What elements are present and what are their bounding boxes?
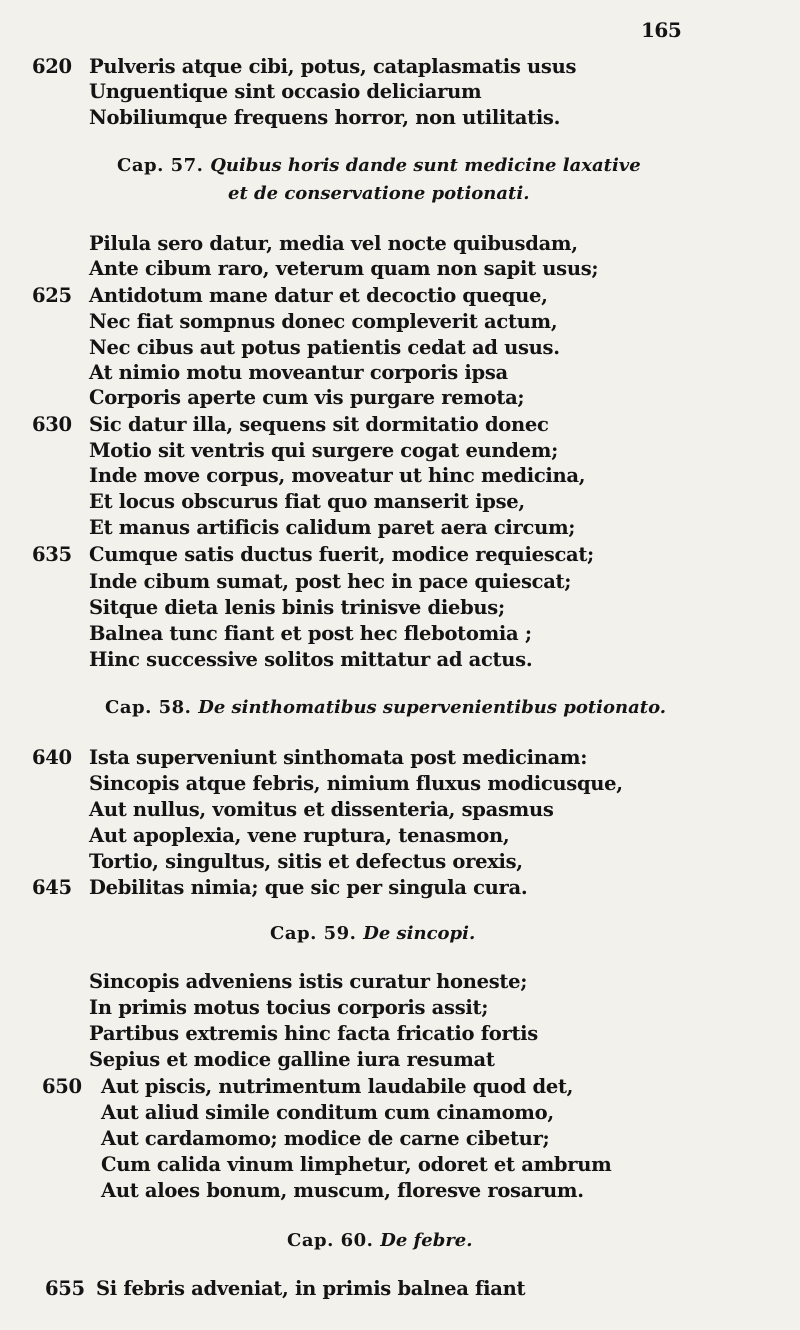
verse-text: Aut piscis, nutrimentum laudabile quod det, (101, 1075, 574, 1098)
line-number: 635 (32, 543, 72, 566)
verse-text: Sic datur illa, sequens sit dormitatio donec (89, 413, 549, 436)
page-number: 165 (641, 18, 682, 42)
line-number: 625 (32, 284, 72, 307)
verse-text: Hinc successive solitos mittatur ad actus. (89, 648, 533, 671)
line-number: 620 (32, 55, 72, 78)
verse-text: Pulveris atque cibi, potus, cataplasmatis usus (89, 55, 577, 78)
chapter-heading (0, 695, 800, 721)
verse-text: Tortio, singultus, sitis et defectus orexis, (89, 850, 523, 873)
verse-text: Cumque satis ductus fuerit, modice requiescat; (89, 543, 594, 566)
verse-text: Balnea tunc fiant et post hec flebotomia ; (89, 622, 532, 645)
verse-text: Cum calida vinum limphetur, odoret et ambrum (101, 1153, 612, 1176)
verse-text: Ante cibum raro, veterum quam non sapit usus; (89, 257, 599, 280)
line-number: 645 (32, 876, 72, 899)
verse-text: Sepius et modice galline iura resumat (89, 1048, 495, 1071)
chapter-heading (0, 153, 800, 179)
verse-text: Et manus artificis calidum paret aera circum; (89, 516, 576, 539)
verse-text: Si febris adveniat, in primis balnea fiant (96, 1277, 526, 1300)
chapter-title: De sinthomatibus supervenientibus potionato. (198, 697, 667, 718)
verse-text: Sincopis adveniens istis curatur honeste; (89, 970, 528, 993)
verse-text: Partibus extremis hinc facta fricatio fortis (89, 1022, 538, 1045)
line-number: 630 (32, 413, 72, 436)
verse-text: In primis motus tocius corporis assit; (89, 996, 489, 1019)
chapter-title: Quibus horis dande sunt medicine laxative (210, 155, 641, 176)
chapter-title: De febre. (380, 1230, 473, 1251)
chapter-label: Cap. 59. (270, 923, 364, 944)
verse-text: Pilula sero datur, media vel nocte quibusdam, (89, 232, 578, 255)
verse-text: At nimio motu moveantur corporis ipsa (89, 361, 508, 384)
verse-text: Unguentique sint occasio deliciarum (89, 80, 482, 103)
chapter-title: De sincopi. (363, 923, 476, 944)
verse-text: Sitque dieta lenis binis trinisve diebus; (89, 596, 505, 619)
verse-text: Inde move corpus, moveatur ut hinc medicina, (89, 464, 586, 487)
line-number: 650 (42, 1075, 82, 1098)
chapter-label: Cap. 60. (287, 1230, 381, 1251)
verse-text: Aut aloes bonum, muscum, floresve rosarum. (101, 1179, 584, 1202)
verse-text: Nobiliumque frequens horror, non utilitatis. (89, 106, 561, 129)
line-number: 655 (45, 1277, 85, 1300)
chapter-heading (0, 1228, 800, 1254)
line-number: 640 (32, 746, 72, 769)
verse-text: Sincopis atque febris, nimium fluxus modicusque, (89, 772, 623, 795)
verse-text: Nec fiat sompnus donec compleverit actum, (89, 310, 558, 333)
verse-text: Motio sit ventris qui surgere cogat eundem; (89, 439, 558, 462)
verse-text: Aut apoplexia, vene ruptura, tenasmon, (89, 824, 510, 847)
verse-text: Aut aliud simile conditum cum cinamomo, (101, 1101, 554, 1124)
verse-text: Debilitas nimia; que sic per singula cura. (89, 876, 528, 899)
verse-text: Ista superveniunt sinthomata post medicinam: (89, 746, 588, 769)
chapter-heading-continued (0, 181, 800, 207)
chapter-label: Cap. 58. (105, 697, 199, 718)
verse-text: Corporis aperte cum vis purgare remota; (89, 386, 525, 409)
verse-text: Aut cardamomo; modice de carne cibetur; (101, 1127, 550, 1150)
chapter-heading (0, 921, 800, 947)
verse-text: Aut nullus, vomitus et dissenteria, spasmus (89, 798, 554, 821)
chapter-title: et de conservatione potionati. (228, 183, 530, 204)
verse-text: Inde cibum sumat, post hec in pace quiescat; (89, 570, 572, 593)
chapter-label: Cap. 57. (117, 155, 211, 176)
verse-text: Et locus obscurus fiat quo manserit ipse, (89, 490, 525, 513)
verse-text: Nec cibus aut potus patientis cedat ad usus. (89, 336, 560, 359)
verse-text: Antidotum mane datur et decoctio queque, (89, 284, 548, 307)
